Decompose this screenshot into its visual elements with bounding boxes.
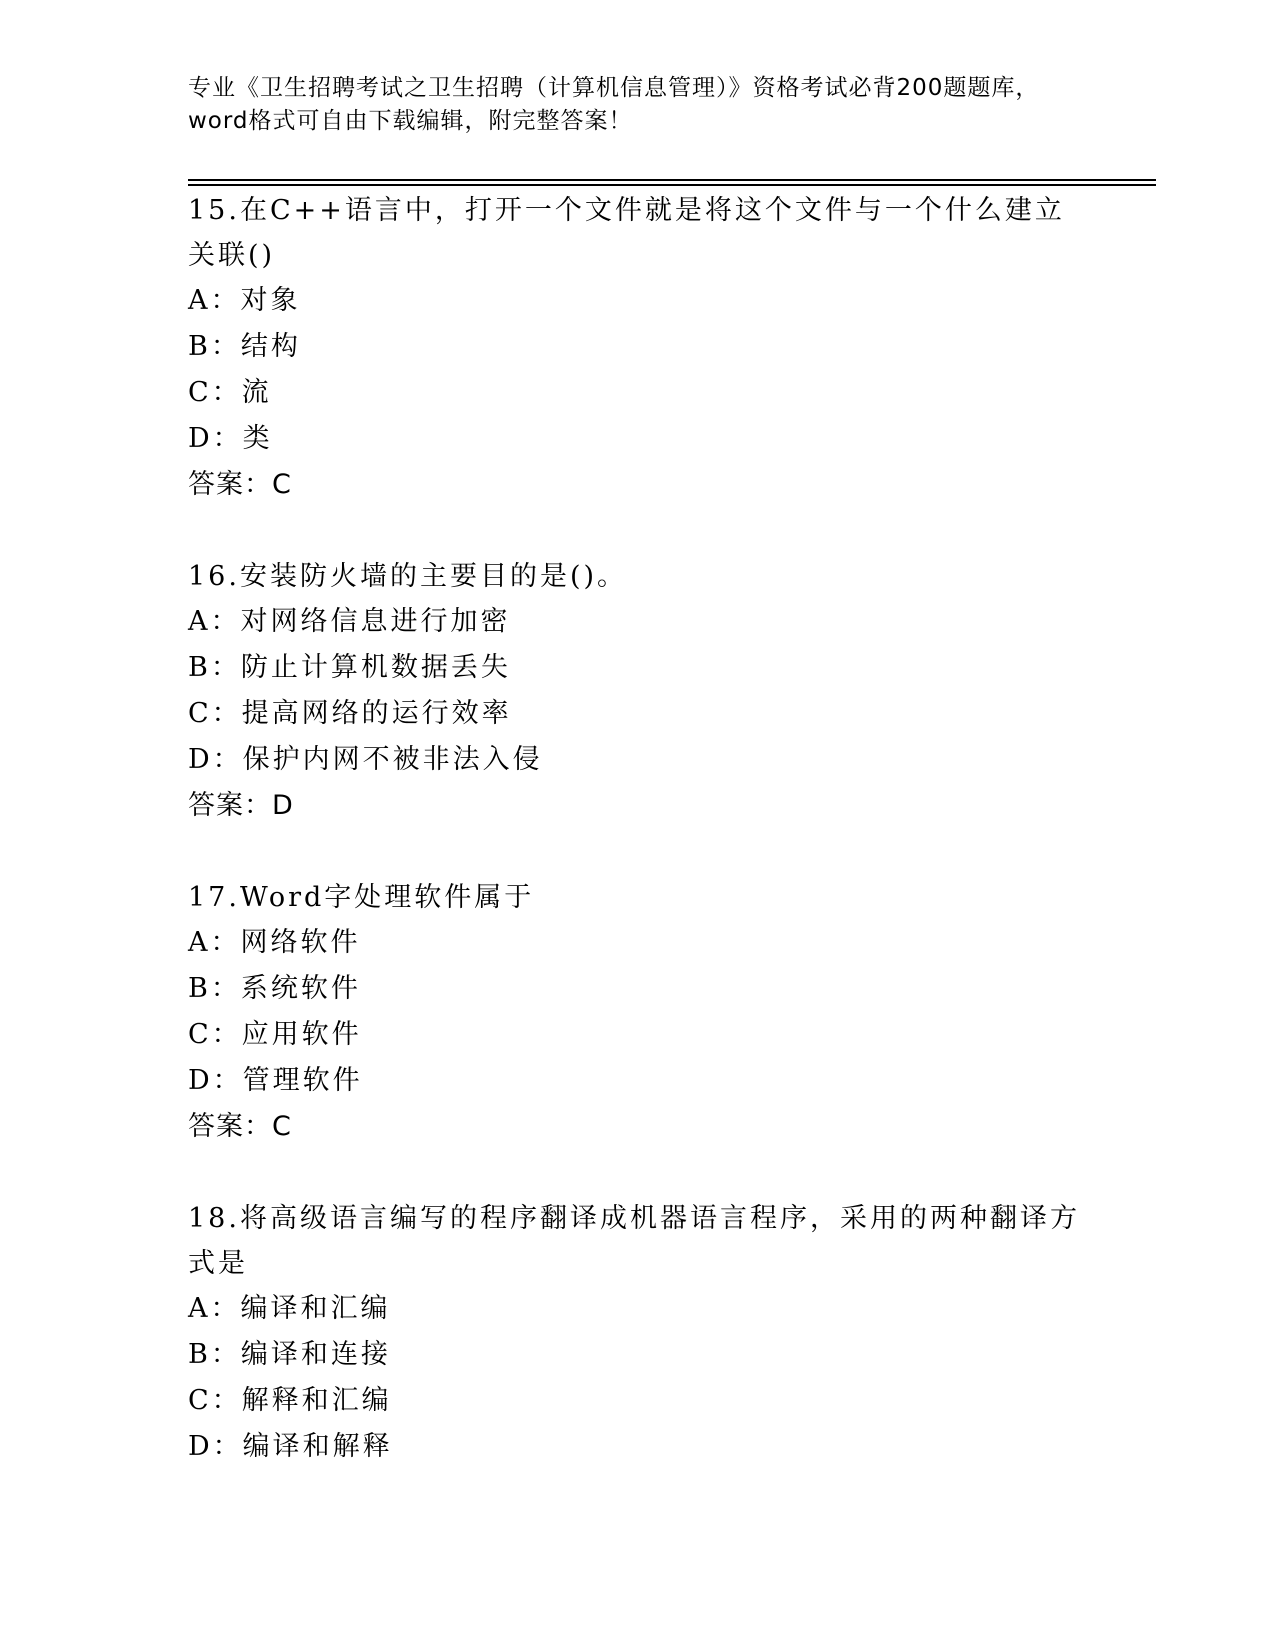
option-a: A：对网络信息进行加密 — [188, 606, 511, 637]
question-stem: 17.Word字处理软件属于 — [188, 882, 535, 913]
answer: 答案：C — [188, 1111, 292, 1142]
question-stem: 15.在C++语言中，打开一个文件就是将这个文件与一个什么建立关联() — [188, 195, 1065, 271]
option-d: D：管理软件 — [188, 1065, 363, 1096]
document-header — [188, 72, 1088, 138]
question-15 — [188, 188, 1088, 508]
option-d: D：编译和解释 — [188, 1431, 393, 1462]
option-b: B：防止计算机数据丢失 — [188, 652, 511, 683]
header-line-1: 专业《卫生招聘考试之卫生招聘（计算机信息管理）》资格考试必背200题题库， — [188, 75, 1040, 101]
answer: 答案：C — [188, 469, 292, 500]
option-c: C：解释和汇编 — [188, 1385, 392, 1416]
question-list — [188, 188, 1088, 1516]
option-c: C：流 — [188, 377, 272, 408]
question-stem: 16.安装防火墙的主要目的是()。 — [188, 561, 628, 592]
option-c: C：应用软件 — [188, 1019, 362, 1050]
question-16 — [188, 554, 1088, 829]
option-b: B：结构 — [188, 331, 301, 362]
option-d: D：保护内网不被非法入侵 — [188, 744, 543, 775]
option-a: A：编译和汇编 — [188, 1293, 391, 1324]
option-c: C：提高网络的运行效率 — [188, 698, 512, 729]
question-stem: 18.将高级语言编写的程序翻译成机器语言程序，采用的两种翻译方式是 — [188, 1203, 1080, 1279]
option-a: A：对象 — [188, 285, 301, 316]
header-line-2: word格式可自由下载编辑，附完整答案！ — [188, 108, 633, 134]
option-d: D：类 — [188, 423, 273, 454]
option-b: B：系统软件 — [188, 973, 361, 1004]
question-18 — [188, 1196, 1088, 1470]
header-divider-bottom — [188, 184, 1156, 186]
header-divider-top — [188, 179, 1156, 181]
option-a: A：网络软件 — [188, 927, 361, 958]
option-b: B：编译和连接 — [188, 1339, 391, 1370]
question-17 — [188, 875, 1088, 1150]
answer: 答案：D — [188, 790, 294, 821]
